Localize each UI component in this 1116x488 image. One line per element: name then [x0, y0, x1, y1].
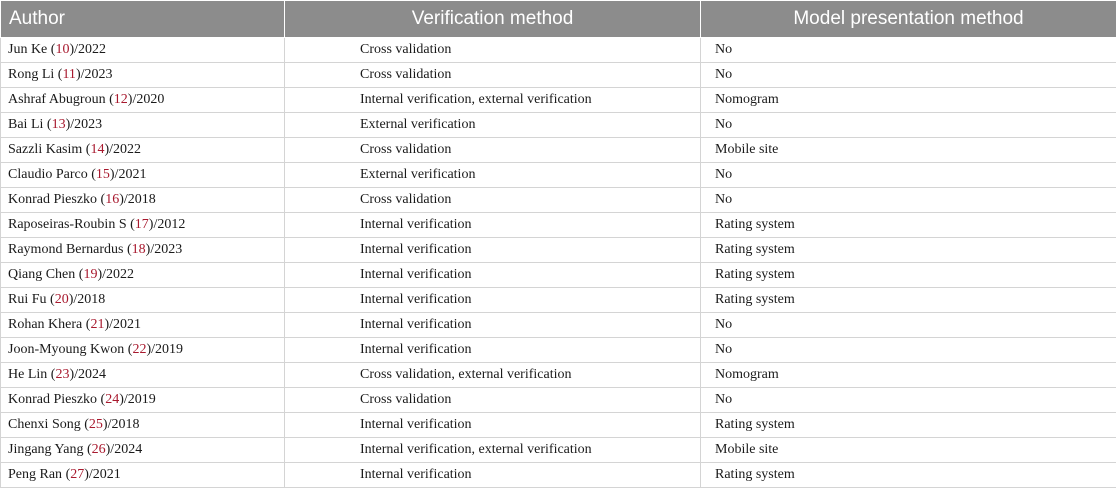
- author-name: Ashraf Abugroun: [8, 92, 106, 107]
- presentation-method-cell: Rating system: [701, 263, 1116, 288]
- author-cell: Joon-Myoung Kwon (22)/2019: [1, 338, 285, 363]
- reference-link[interactable]: 14: [90, 142, 104, 157]
- publication-year: 2019: [155, 342, 183, 357]
- author-cell: Sazzli Kasim (14)/2022: [1, 138, 285, 163]
- publication-year: 2018: [111, 417, 139, 432]
- presentation-method-cell: No: [701, 338, 1116, 363]
- table-row: [1, 38, 1116, 63]
- publication-year: 2021: [93, 467, 121, 482]
- author-cell: Peng Ran (27)/2021: [1, 463, 285, 488]
- table-row: [1, 213, 1116, 238]
- reference-link[interactable]: 21: [90, 317, 104, 332]
- table-row: [1, 288, 1116, 313]
- table-row: [1, 338, 1116, 363]
- table-row: [1, 188, 1116, 213]
- author-name: Konrad Pieszko: [8, 392, 97, 407]
- verification-method-cell: Internal verification: [285, 413, 701, 438]
- presentation-method-cell: Nomogram: [701, 88, 1116, 113]
- reference-link[interactable]: 22: [132, 342, 146, 357]
- verification-method-cell: Cross validation, external verification: [285, 363, 701, 388]
- author-cell: Rong Li (11)/2023: [1, 63, 285, 88]
- verification-method-cell: Cross validation: [285, 38, 701, 63]
- publication-year: 2022: [106, 267, 134, 282]
- author-name: Jingang Yang: [8, 442, 83, 457]
- reference-link[interactable]: 27: [70, 467, 84, 482]
- table-row: [1, 88, 1116, 113]
- author-name: He Lin: [8, 367, 47, 382]
- author-name: Rohan Khera: [8, 317, 82, 332]
- author-name: Bai Li: [8, 117, 43, 132]
- table-row: [1, 388, 1116, 413]
- table-row: [1, 138, 1116, 163]
- reference-link[interactable]: 24: [105, 392, 119, 407]
- presentation-method-cell: No: [701, 163, 1116, 188]
- publication-year: 2020: [136, 92, 164, 107]
- author-cell: Qiang Chen (19)/2022: [1, 263, 285, 288]
- verification-method-cell: Internal verification: [285, 288, 701, 313]
- verification-method-cell: Internal verification, external verification: [285, 88, 701, 113]
- author-name: Rong Li: [8, 67, 54, 82]
- presentation-method-cell: No: [701, 313, 1116, 338]
- verification-method-cell: Internal verification: [285, 463, 701, 488]
- author-name: Qiang Chen: [8, 267, 75, 282]
- author-cell: Rui Fu (20)/2018: [1, 288, 285, 313]
- presentation-method-cell: No: [701, 188, 1116, 213]
- publication-year: 2019: [128, 392, 156, 407]
- author-cell: Ashraf Abugroun (12)/2020: [1, 88, 285, 113]
- author-name: Peng Ran: [8, 467, 62, 482]
- table-row: [1, 163, 1116, 188]
- reference-link[interactable]: 16: [105, 192, 119, 207]
- header-verification-method: Verification method: [285, 1, 701, 38]
- author-cell: Raymond Bernardus (18)/2023: [1, 238, 285, 263]
- verification-method-cell: Internal verification: [285, 313, 701, 338]
- author-name: Joon-Myoung Kwon: [8, 342, 124, 357]
- presentation-method-cell: No: [701, 113, 1116, 138]
- header-author: Author: [1, 1, 285, 38]
- publication-year: 2024: [114, 442, 142, 457]
- reference-link[interactable]: 10: [55, 42, 69, 57]
- author-cell: Konrad Pieszko (24)/2019: [1, 388, 285, 413]
- verification-method-cell: Internal verification: [285, 263, 701, 288]
- reference-link[interactable]: 18: [132, 242, 146, 257]
- author-name: Jun Ke: [8, 42, 47, 57]
- reference-link[interactable]: 19: [83, 267, 97, 282]
- table-row: [1, 438, 1116, 463]
- table-row: [1, 463, 1116, 488]
- presentation-method-cell: Nomogram: [701, 363, 1116, 388]
- table-body: [1, 38, 1116, 488]
- verification-method-cell: Internal verification, external verification: [285, 438, 701, 463]
- author-cell: Claudio Parco (15)/2021: [1, 163, 285, 188]
- table-header: [1, 1, 1116, 38]
- publication-year: 2023: [154, 242, 182, 257]
- presentation-method-cell: No: [701, 63, 1116, 88]
- publication-year: 2021: [113, 317, 141, 332]
- author-name: Chenxi Song: [8, 417, 81, 432]
- header-row: [1, 1, 1116, 38]
- reference-link[interactable]: 11: [62, 67, 75, 82]
- author-cell: Bai Li (13)/2023: [1, 113, 285, 138]
- author-cell: Jingang Yang (26)/2024: [1, 438, 285, 463]
- presentation-method-cell: Mobile site: [701, 138, 1116, 163]
- publication-year: 2022: [113, 142, 141, 157]
- presentation-method-cell: No: [701, 38, 1116, 63]
- verification-method-cell: Cross validation: [285, 388, 701, 413]
- author-name: Raymond Bernardus: [8, 242, 123, 257]
- verification-method-cell: Cross validation: [285, 188, 701, 213]
- reference-link[interactable]: 26: [92, 442, 106, 457]
- author-cell: Rohan Khera (21)/2021: [1, 313, 285, 338]
- author-name: Raposeiras-Roubin S: [8, 217, 127, 232]
- table-row: [1, 63, 1116, 88]
- reference-link[interactable]: 25: [89, 417, 103, 432]
- author-name: Konrad Pieszko: [8, 192, 97, 207]
- publication-year: 2021: [118, 167, 146, 182]
- author-name: Rui Fu: [8, 292, 47, 307]
- reference-link[interactable]: 20: [55, 292, 69, 307]
- author-cell: He Lin (23)/2024: [1, 363, 285, 388]
- author-name: Sazzli Kasim: [8, 142, 82, 157]
- table-row: [1, 313, 1116, 338]
- verification-method-cell: External verification: [285, 163, 701, 188]
- presentation-method-cell: Mobile site: [701, 438, 1116, 463]
- verification-method-cell: External verification: [285, 113, 701, 138]
- table-row: [1, 413, 1116, 438]
- verification-method-cell: Internal verification: [285, 338, 701, 363]
- reference-link[interactable]: 17: [135, 217, 149, 232]
- publication-year: 2023: [74, 117, 102, 132]
- verification-method-cell: Cross validation: [285, 138, 701, 163]
- publication-year: 2023: [85, 67, 113, 82]
- author-cell: Jun Ke (10)/2022: [1, 38, 285, 63]
- verification-method-cell: Internal verification: [285, 213, 701, 238]
- publication-year: 2018: [77, 292, 105, 307]
- author-name: Claudio Parco: [8, 167, 88, 182]
- author-cell: Chenxi Song (25)/2018: [1, 413, 285, 438]
- author-cell: Konrad Pieszko (16)/2018: [1, 188, 285, 213]
- verification-method-cell: Internal verification: [285, 238, 701, 263]
- publication-year: 2012: [157, 217, 185, 232]
- presentation-method-cell: No: [701, 388, 1116, 413]
- verification-method-cell: Cross validation: [285, 63, 701, 88]
- presentation-method-cell: Rating system: [701, 463, 1116, 488]
- reference-link[interactable]: 23: [55, 367, 69, 382]
- presentation-method-cell: Rating system: [701, 413, 1116, 438]
- reference-link[interactable]: 15: [96, 167, 110, 182]
- presentation-method-cell: Rating system: [701, 238, 1116, 263]
- publication-year: 2018: [128, 192, 156, 207]
- table-row: [1, 363, 1116, 388]
- author-cell: Raposeiras-Roubin S (17)/2012: [1, 213, 285, 238]
- header-model-presentation-method: Model presentation method: [701, 1, 1116, 38]
- table-row: [1, 263, 1116, 288]
- presentation-method-cell: Rating system: [701, 288, 1116, 313]
- table-row: [1, 238, 1116, 263]
- presentation-method-cell: Rating system: [701, 213, 1116, 238]
- publication-year: 2024: [78, 367, 106, 382]
- table-row: [1, 113, 1116, 138]
- publication-year: 2022: [78, 42, 106, 57]
- reference-link[interactable]: 12: [114, 92, 128, 107]
- reference-link[interactable]: 13: [52, 117, 66, 132]
